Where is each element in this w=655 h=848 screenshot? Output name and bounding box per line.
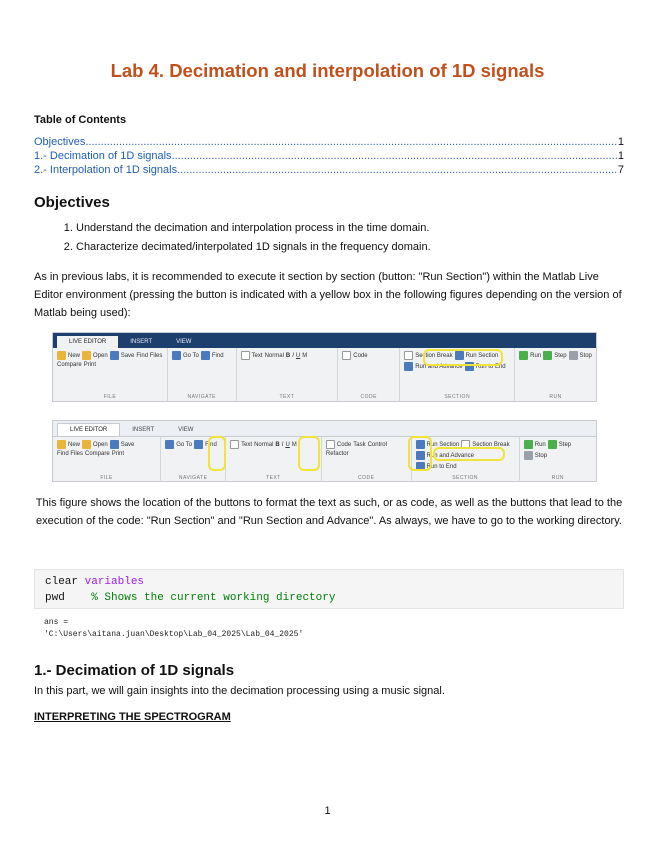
tab-live-editor: LIVE EDITOR (57, 336, 118, 348)
run-to-end-button: Run to End (416, 462, 457, 471)
page-number: 1 (324, 805, 331, 817)
print-button: Print (111, 451, 125, 457)
group-label: RUN (551, 475, 565, 481)
go-to-button: Go To (165, 440, 192, 449)
code-keyword: variables (84, 576, 145, 588)
toc-entry-label[interactable]: Objectives (34, 136, 86, 148)
task-button: Task (353, 441, 366, 448)
bold-button: B (285, 352, 291, 359)
document-title: Lab 4. Decimation and interpolation of 1D signals (110, 60, 545, 81)
stop-button: Stop (524, 451, 547, 460)
group-label: CODE (360, 394, 377, 400)
yellow-highlight-code (298, 436, 320, 471)
save-icon (110, 351, 119, 360)
toc-leader-dots (172, 150, 618, 162)
toc-entry-label[interactable]: 2.- Interpolation of 1D signals (34, 164, 178, 176)
toc-leader-dots (177, 164, 618, 176)
italic-button: I (292, 352, 294, 359)
code-line-1: clear variables (45, 576, 145, 588)
open-button: Open (82, 351, 108, 360)
yellow-highlight-run-and-advance (433, 447, 505, 461)
toc-heading: Table of Contents (34, 114, 127, 126)
output-line-1: ans = (44, 618, 69, 627)
play-icon (519, 351, 528, 360)
ribbon-group-file (53, 348, 168, 401)
ribbon-group-code (322, 437, 412, 482)
new-button: New (57, 440, 80, 449)
ribbon-group-code (338, 348, 400, 401)
new-icon (57, 351, 66, 360)
toc-entry-decimation[interactable] (34, 150, 624, 164)
objectives-heading: Objectives (34, 194, 110, 211)
monospace-button: M (302, 352, 308, 359)
italic-button: I (281, 441, 284, 448)
ribbon-group-run (520, 437, 596, 482)
tab-insert: INSERT (130, 339, 153, 345)
find-files-button: Find Files (57, 451, 84, 457)
step-icon (543, 351, 552, 360)
compare-button: Compare (85, 451, 110, 457)
text-button: Text (230, 440, 252, 449)
arrow-icon (165, 440, 174, 449)
ribbon-tab-bar (53, 333, 596, 348)
run-section-button: Run Section (455, 351, 499, 360)
code-comment: % Shows the current working directory (91, 592, 336, 604)
code-icon (342, 351, 351, 360)
step-icon (548, 440, 557, 449)
objective-item: 2. Characterize decimated/interpolated 1D signals in the frequency domain. (76, 238, 431, 257)
code-button: Code (326, 440, 351, 449)
group-label: TEXT (279, 394, 295, 400)
underline-button: U (285, 441, 290, 448)
toc-entry-page: 7 (617, 164, 624, 176)
underline-button: U (295, 352, 301, 359)
toc-entry-label[interactable]: 1.- Decimation of 1D signals (34, 150, 172, 162)
yellow-highlight-run-section (408, 436, 432, 471)
figure-caption: This figure shows the location of the buttons to format the text as such, or as code, as well as the buttons that lead to the execution of the code: "Run Section" and "Run Section and Advance". As always, we have to go to the working directory. (35, 497, 623, 527)
normal-style-dropdown: Normal (254, 441, 274, 448)
refactor-button: Refactor (325, 451, 349, 457)
save-button: Save (110, 351, 135, 360)
step-button: Step (543, 351, 566, 360)
group-label: RUN (549, 394, 562, 400)
group-label: NAVIGATE (178, 475, 208, 481)
save-icon (110, 440, 119, 449)
run-and-advance-button: Run and Advance (404, 362, 462, 371)
section-break-icon (404, 351, 413, 360)
section-break-button: Section Break (404, 351, 452, 360)
normal-style-dropdown: Normal (264, 352, 284, 359)
folder-icon (82, 351, 91, 360)
search-icon (194, 440, 203, 449)
play-icon (524, 440, 533, 449)
matlab-ribbon-screenshot-1 (52, 332, 597, 402)
open-button: Open (82, 440, 108, 449)
section-break-button: Section Break (461, 440, 509, 449)
code-line-2: pwd % Shows the current working directory (45, 592, 336, 604)
stop-button: Stop (569, 351, 592, 360)
run-section-button: Run Section (416, 440, 460, 449)
ribbon-group-navigate (168, 348, 237, 401)
find-button: Find (194, 440, 217, 449)
output-line-2: 'C:\Users\aitana.juan\Desktop\Lab_04_2025\Lab_04_2025' (44, 630, 304, 639)
group-label: FILE (100, 475, 113, 481)
run-to-end-button: Run to End (465, 362, 506, 371)
run-button: Run (524, 440, 546, 449)
yellow-highlight-run-section (423, 349, 503, 366)
step-button: Step (548, 440, 571, 449)
toc-entry-interpolation[interactable] (34, 164, 624, 178)
code-block[interactable] (34, 569, 624, 609)
ribbon-group-run (515, 348, 596, 401)
tab-insert: INSERT (132, 427, 155, 433)
toc-entry-page: 1 (617, 136, 624, 148)
arrow-icon (172, 351, 181, 360)
run-advance-icon (404, 362, 413, 371)
group-label: SECTION (444, 394, 471, 400)
stop-icon (524, 451, 533, 460)
tab-view: VIEW (178, 427, 194, 433)
tab-live-editor: LIVE EDITOR (57, 423, 120, 436)
intro-paragraph: As in previous labs, it is recommended to execute it section by section (button: "Run Section") within the Matlab Live Editor environment (pressing the button is indicated with a yellow box in the following figures depending on the version of Matlab being used): (34, 271, 622, 319)
table-of-contents (34, 136, 624, 178)
stop-icon (569, 351, 578, 360)
ribbon-group-text (237, 348, 339, 401)
find-button: Find (201, 351, 224, 360)
objective-item: 1. Understand the decimation and interpolation process in the time domain. (76, 219, 431, 238)
group-label: NAVIGATE (187, 394, 217, 400)
subheading-spectrogram: INTERPRETING THE SPECTROGRAM (34, 711, 231, 723)
compare-button: Compare (57, 362, 82, 368)
code-output (44, 617, 303, 641)
print-button: Print (83, 362, 97, 368)
run-and-advance-button: Run and Advance (416, 451, 474, 460)
ribbon-tab-bar (53, 421, 596, 437)
toc-entry-page: 1 (617, 150, 624, 162)
bold-button: B (275, 441, 280, 448)
text-icon (230, 440, 239, 449)
folder-icon (82, 440, 91, 449)
group-label: TEXT (266, 475, 281, 481)
yellow-highlight-text (208, 436, 226, 471)
monospace-button: M (291, 441, 297, 448)
ribbon-group-file (53, 437, 161, 482)
text-button: Text (241, 351, 263, 360)
code-button: Code (342, 351, 367, 360)
toc-leader-dots (85, 136, 618, 148)
new-icon (57, 440, 66, 449)
group-label: CODE (357, 475, 375, 481)
search-icon (201, 351, 210, 360)
text-icon (241, 351, 250, 360)
toc-entry-objectives[interactable] (34, 136, 624, 150)
run-button: Run (519, 351, 541, 360)
save-button: Save (110, 440, 135, 449)
code-icon (326, 440, 335, 449)
matlab-ribbon-screenshot-2 (52, 420, 597, 482)
objectives-list (60, 219, 431, 257)
group-label: FILE (103, 394, 117, 400)
go-to-button: Go To (172, 351, 199, 360)
new-button: New (57, 351, 80, 360)
control-button: Control (367, 441, 387, 448)
tab-view: VIEW (176, 339, 192, 345)
group-label: SECTION (452, 475, 479, 481)
find-files-button: Find Files (136, 352, 163, 359)
section-heading-decimation: 1.- Decimation of 1D signals (34, 662, 235, 679)
section-text: In this part, we will gain insights into the decimation processing using a music signal. (34, 685, 445, 697)
